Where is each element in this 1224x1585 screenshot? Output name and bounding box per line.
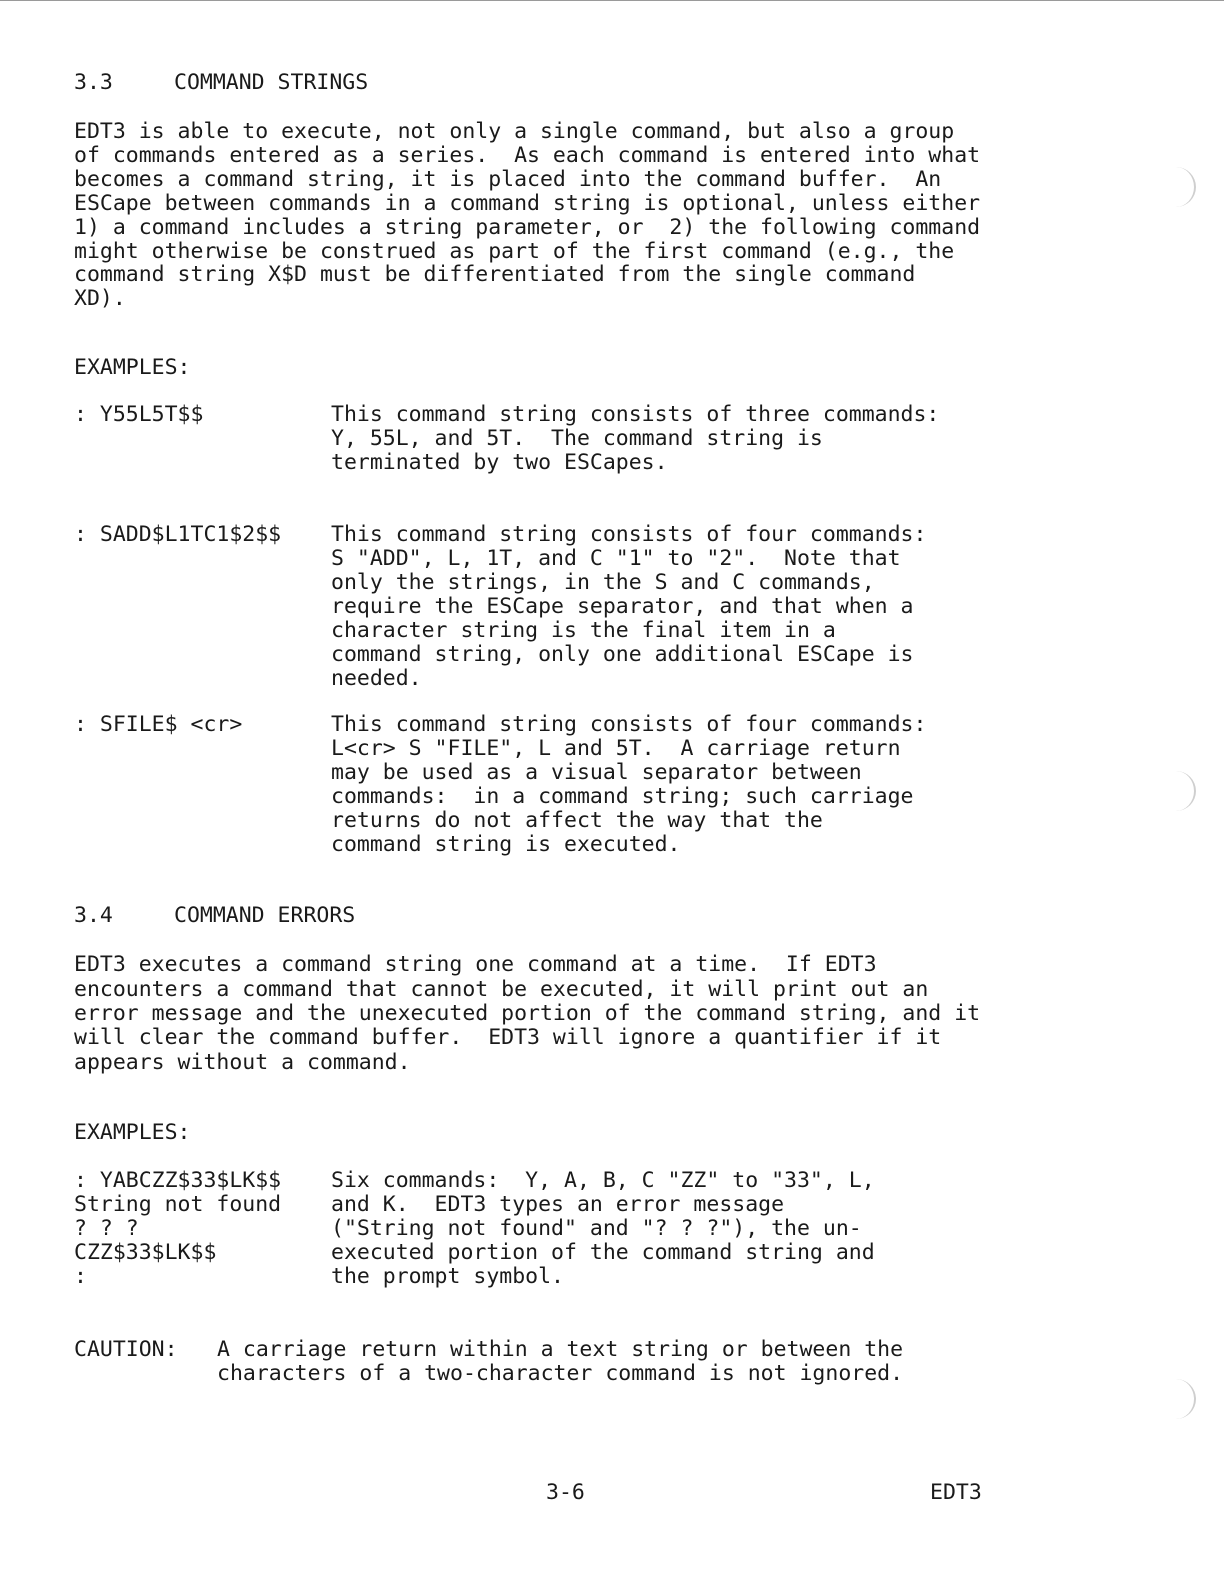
paragraph-line: becomes a command string, it is placed into the command buffer. An [74, 167, 942, 192]
example-command: : SADD$L1TC1$2$$ [74, 522, 282, 547]
scan-hole-mark [1172, 771, 1196, 811]
page-number: 3-6 [546, 1480, 585, 1505]
document-page [74, 1, 1154, 1585]
paragraph-line: will clear the command buffer. EDT3 will ignore a quantifier if it [74, 1025, 942, 1050]
section-heading-3-4 [74, 904, 355, 928]
section-number: 3.4 [74, 903, 113, 928]
paragraph-line: might otherwise be construed as part of the first command (e.g., the [74, 239, 955, 264]
paragraph-line: XD). [74, 286, 126, 311]
paragraph-line: appears without a command. [74, 1050, 411, 1075]
example-description: This command string consists of four commands: S "ADD", L, 1T, and C "1" to "2". Note that only the strings, in the S and C commands, require the ESCape separator, and that when a character string is the final item in a command string, only one additional ESCape is needed. [331, 522, 927, 691]
example-description: This command string consists of three commands: Y, 55L, and 5T. The command string is terminated by two ESCapes. [331, 402, 940, 475]
example-command: : Y55L5T$$ [74, 402, 204, 427]
caution-label: CAUTION: [74, 1337, 178, 1362]
examples-label: EXAMPLES: [74, 355, 191, 380]
paragraph-line: of commands entered as a series. As each command is entered into what [74, 143, 981, 168]
paragraph-line: ESCape between commands in a command string is optional, unless either [74, 191, 981, 216]
paragraph-line: EDT3 executes a command string one command at a time. If EDT3 [74, 952, 877, 977]
section-title: COMMAND STRINGS [174, 70, 369, 95]
error-example-description: Six commands: Y, A, B, C "ZZ" to "33", L, and K. EDT3 types an error message ("String not found" and "? ? ?"), the un- executed portion of the command string and the prompt symbol. [331, 1168, 875, 1289]
error-example-output: : YABCZZ$33$LK$$ String not found ? ? ? CZZ$33$LK$$ : [74, 1168, 282, 1289]
paragraph-line: 1) a command includes a string parameter, or 2) the following command [74, 215, 981, 240]
paragraph-line: error message and the unexecuted portion of the command string, and it [74, 1001, 981, 1026]
paragraph-line: encounters a command that cannot be executed, it will print out an [74, 977, 929, 1002]
paragraph-line: command string X$D must be differentiated from the single command [74, 262, 916, 287]
scan-hole-mark [1172, 167, 1196, 207]
caution-text: A carriage return within a text string or between the characters of a two-character command is not ignored. [217, 1337, 904, 1386]
paragraph-line: EDT3 is able to execute, not only a single command, but also a group [74, 119, 955, 144]
scan-hole-mark [1172, 1379, 1196, 1419]
section-heading-3-3 [74, 71, 368, 95]
section-title: COMMAND ERRORS [174, 903, 356, 928]
example-command: : SFILE$ <cr> [74, 712, 243, 737]
examples-label: EXAMPLES: [74, 1120, 191, 1145]
section-number: 3.3 [74, 70, 113, 95]
example-description: This command string consists of four commands: L<cr> S "FILE", L and 5T. A carriage return may be used as a visual separator between commands: in a command string; such carriage returns do not affect the way that the command string is executed. [331, 712, 927, 857]
document-name: EDT3 [930, 1480, 982, 1505]
